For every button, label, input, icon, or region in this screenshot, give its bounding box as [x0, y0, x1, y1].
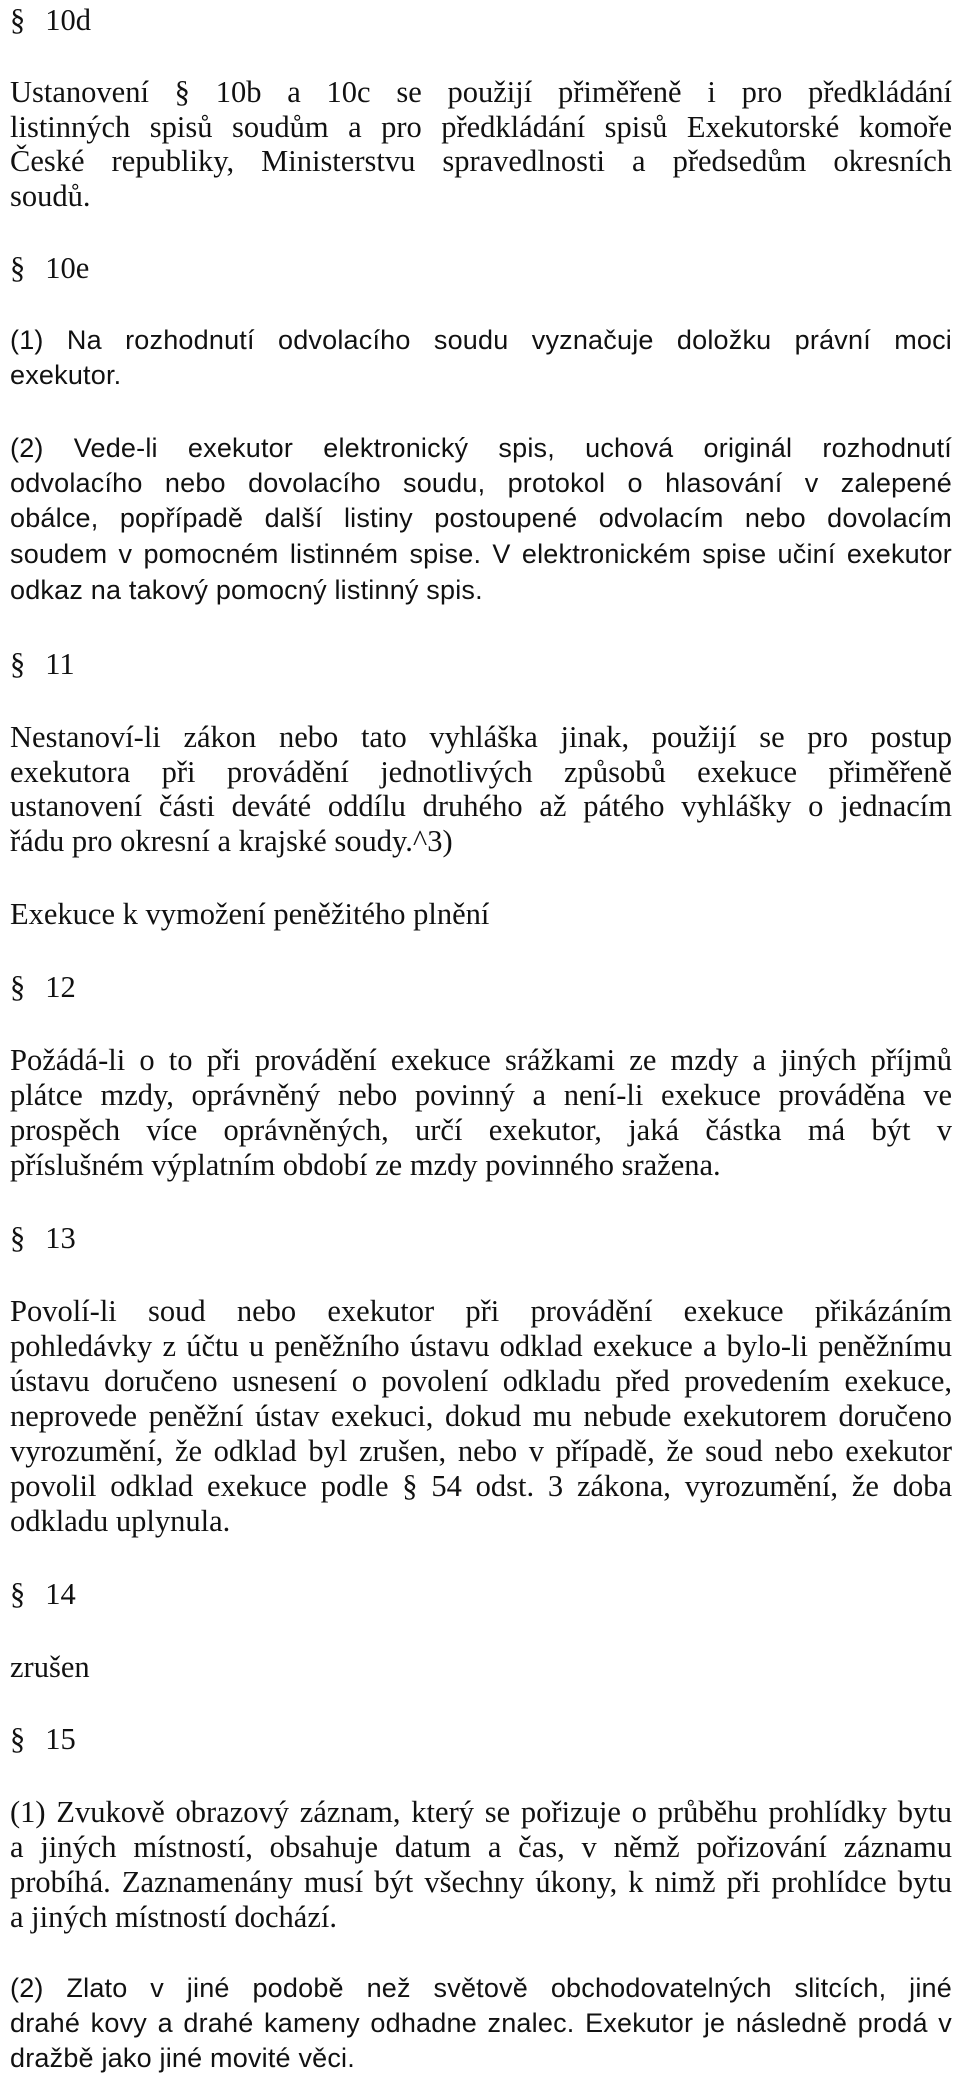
section-sign: §: [10, 647, 26, 681]
paragraph-line: Požádá-li o to při provádění exekuce srážkami ze mzdy a jiných příjmů: [10, 1043, 952, 1077]
section-number: 11: [45, 647, 75, 681]
paragraph-line: ústavu doručeno usnesení o povolení odkladu před provedením exekuce,: [10, 1364, 952, 1398]
paragraph-line: odkladu uplynula.: [10, 1504, 231, 1538]
paragraph-line: Povolí-li soud nebo exekutor při provádění exekuce přikázáním: [10, 1294, 952, 1328]
section-heading-15: [10, 1721, 952, 1757]
paragraph-line: neprovede peněžní ústav exekuci, dokud mu nebude exekutorem doručeno: [10, 1399, 952, 1433]
section-heading-10d: [10, 2, 952, 38]
paragraph-line: zrušen: [10, 1650, 90, 1684]
paragraph-line: exekutora při provádění jednotlivých způsobů exekuce přiměřeně: [10, 755, 952, 789]
paragraph-line: Ustanovení § 10b a 10c se použijí přiměřeně i pro předkládání: [10, 75, 952, 109]
paragraph-line: (1) Zvukově obrazový záznam, který se pořizuje o průběhu prohlídky bytu: [10, 1795, 952, 1829]
paragraph-line: povolil odklad exekuce podle § 54 odst. 3 zákona, vyrozumění, že doba: [10, 1469, 952, 1503]
section-heading-11: [10, 646, 952, 682]
section-sign: §: [10, 251, 26, 285]
paragraph-line: dražbě jako jiné movité věci.: [10, 2043, 355, 2073]
paragraph-line: příslušném výplatním období ze mzdy povinného sražena.: [10, 1148, 721, 1182]
paragraph-line: a jiných místností dochází.: [10, 1900, 337, 1934]
paragraph-line: exekutor.: [10, 360, 122, 390]
paragraph-line: Nestanoví-li zákon nebo tato vyhláška jinak, použijí se pro postup: [10, 720, 952, 754]
paragraph-line: prospěch více oprávněných, určí exekutor, jaká částka má být v: [10, 1113, 952, 1147]
paragraph-line: řádu pro okresní a krajské soudy.^3): [10, 824, 453, 858]
section-sign: §: [10, 1221, 26, 1255]
paragraph-line: odvolacího nebo dovolacího soudu, protokol o hlasování v zalepené: [10, 468, 952, 498]
section-number: 12: [45, 970, 76, 1004]
paragraph-line: probíhá. Zaznamenány musí být všechny úkony, k nimž při prohlídce bytu: [10, 1865, 952, 1899]
section-number: 10e: [45, 251, 90, 285]
paragraph-line: pohledávky z účtu u peněžního ústavu odklad exekuce a bylo-li peněžnímu: [10, 1329, 952, 1363]
paragraph-line: (1) Na rozhodnutí odvolacího soudu vyznačuje doložku právní moci: [10, 325, 952, 355]
section-heading-10e: [10, 250, 952, 286]
section-heading-14: [10, 1576, 952, 1612]
paragraph-line: České republiky, Ministerstvu spravedlnosti a předsedům okresních: [10, 144, 952, 178]
section-sign: §: [10, 1722, 26, 1756]
paragraph-line: (2) Vede-li exekutor elektronický spis, uchová originál rozhodnutí: [10, 433, 952, 463]
paragraph-line: (2) Zlato v jiné podobě než světově obchodovatelných slitcích, jiné: [10, 1973, 952, 2003]
paragraph-line: soudů.: [10, 179, 91, 213]
paragraph-line: plátce mzdy, oprávněný nebo povinný a není-li exekuce prováděna ve: [10, 1078, 952, 1112]
section-sign: §: [10, 3, 26, 37]
section-sign: §: [10, 970, 26, 1004]
paragraph-line: odkaz na takový pomocný listinný spis.: [10, 575, 483, 605]
paragraph-line: drahé kovy a drahé kameny odhadne znalec. Exekutor je následně prodá v: [10, 2008, 952, 2038]
section-heading-12: [10, 969, 952, 1005]
section-number: 10d: [45, 3, 91, 37]
paragraph-line: obálce, popřípadě další listiny postoupené odvolacím nebo dovolacím: [10, 503, 952, 533]
paragraph-line: soudem v pomocném listinném spise. V elektronickém spise učiní exekutor: [10, 539, 952, 569]
paragraph-line: ustanovení části deváté oddílu druhého až pátého vyhlášky o jednacím: [10, 789, 952, 823]
section-number: 14: [45, 1577, 76, 1611]
section-sign: §: [10, 1577, 26, 1611]
paragraph-line: listinných spisů soudům a pro předkládání spisů Exekutorské komoře: [10, 110, 952, 144]
section-number: 13: [45, 1221, 76, 1255]
section-heading-13: [10, 1220, 952, 1256]
part-title: Exekuce k vymožení peněžitého plnění: [10, 897, 490, 931]
paragraph-line: vyrozumění, že odklad byl zrušen, nebo v případě, že soud nebo exekutor: [10, 1434, 952, 1468]
section-number: 15: [45, 1722, 76, 1756]
paragraph-line: a jiných místností, obsahuje datum a čas, v němž pořizování záznamu: [10, 1830, 952, 1864]
